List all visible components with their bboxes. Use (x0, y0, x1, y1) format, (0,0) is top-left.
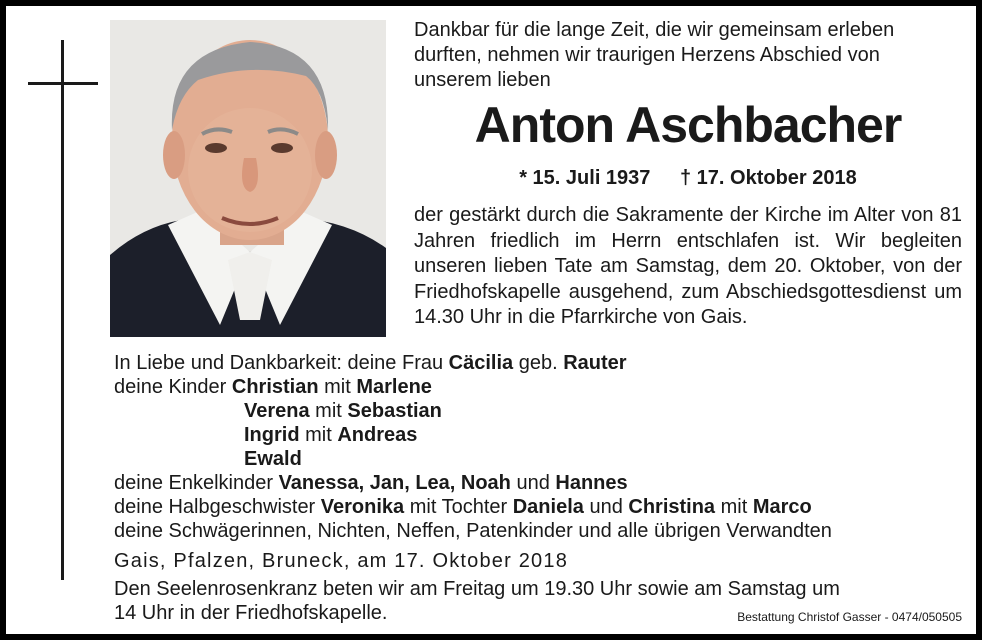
name: Marco (752, 496, 812, 518)
label: mit Tochter (404, 496, 513, 518)
name: Christina (628, 496, 716, 518)
place-date: Gais, Pfalzen, Bruneck, am 17. Oktober 2018 (114, 550, 569, 572)
label: mit (299, 424, 338, 446)
family-line-child (114, 447, 974, 471)
closing-line: 14 Uhr in der Friedhofskapelle. (114, 602, 388, 624)
family-line-child (114, 399, 974, 423)
name: Sebastian (347, 400, 442, 422)
family-line-children (114, 375, 974, 399)
label: und (510, 472, 556, 494)
family-line-siblings (114, 495, 974, 519)
label: mit (309, 400, 348, 422)
name: Ingrid (244, 424, 300, 446)
label: deine Enkelkinder (114, 472, 279, 494)
name: Ewald (244, 448, 302, 470)
name: Christian (231, 376, 319, 398)
name: Rauter (563, 352, 627, 374)
family-line-grandchildren (114, 471, 974, 495)
name: Hannes (555, 472, 628, 494)
name: Verena (244, 400, 310, 422)
life-dates (414, 167, 962, 190)
undertaker-footer: Bestattung Christof Gasser - 0474/050505 (737, 610, 962, 624)
label: In Liebe und Dankbarkeit: deine Frau (114, 352, 449, 374)
death-date: † 17. Oktober 2018 (679, 167, 857, 189)
obituary-card (6, 6, 976, 634)
name: Vanessa, Jan, Lea, Noah (278, 472, 511, 494)
label: deine Halbgeschwister (114, 496, 321, 518)
cross-icon (61, 40, 64, 580)
family-line-child (114, 423, 974, 447)
cross-icon-bar (28, 82, 98, 85)
name: Cäcilia (448, 352, 514, 374)
name: Veronika (320, 496, 405, 518)
label: deine Kinder (114, 376, 232, 398)
label: und (583, 496, 629, 518)
name: Andreas (337, 424, 418, 446)
closing-line: Den Seelenrosenkranz beten wir am Freitag um 19.30 Uhr sowie am Samstag um (114, 578, 840, 600)
portrait-photo (110, 20, 386, 337)
name: Marlene (356, 376, 432, 398)
intro-text: Dankbar für die lange Zeit, die wir gemeinsam erleben durften, nehmen wir traurigen Herzens Abschied von unserem lieben (414, 19, 895, 91)
family-line-relatives: deine Schwägerinnen, Nichten, Neffen, Patenkinder und alle übrigen Verwandten (114, 520, 832, 542)
label: mit (715, 496, 753, 518)
birth-date: * 15. Juli 1937 (519, 167, 651, 189)
family-list (114, 351, 974, 543)
label: geb. (513, 352, 564, 374)
label: mit (318, 376, 357, 398)
name: Daniela (512, 496, 584, 518)
deceased-name: Anton Aschbacher (474, 97, 902, 153)
body-text: der gestärkt durch die Sakramente der Kirche im Alter von 81 Jahren friedlich im Herrn entschlafen ist. Wir begleiten unseren lieben Tate am Samstag, dem 20. Oktober, von der Friedhofskapelle ausgehend, zum Abschiedsgottesdienst um 14.30 Uhr in die Pfarrkirche von Gais. (414, 204, 962, 328)
family-line-spouse (114, 351, 974, 375)
